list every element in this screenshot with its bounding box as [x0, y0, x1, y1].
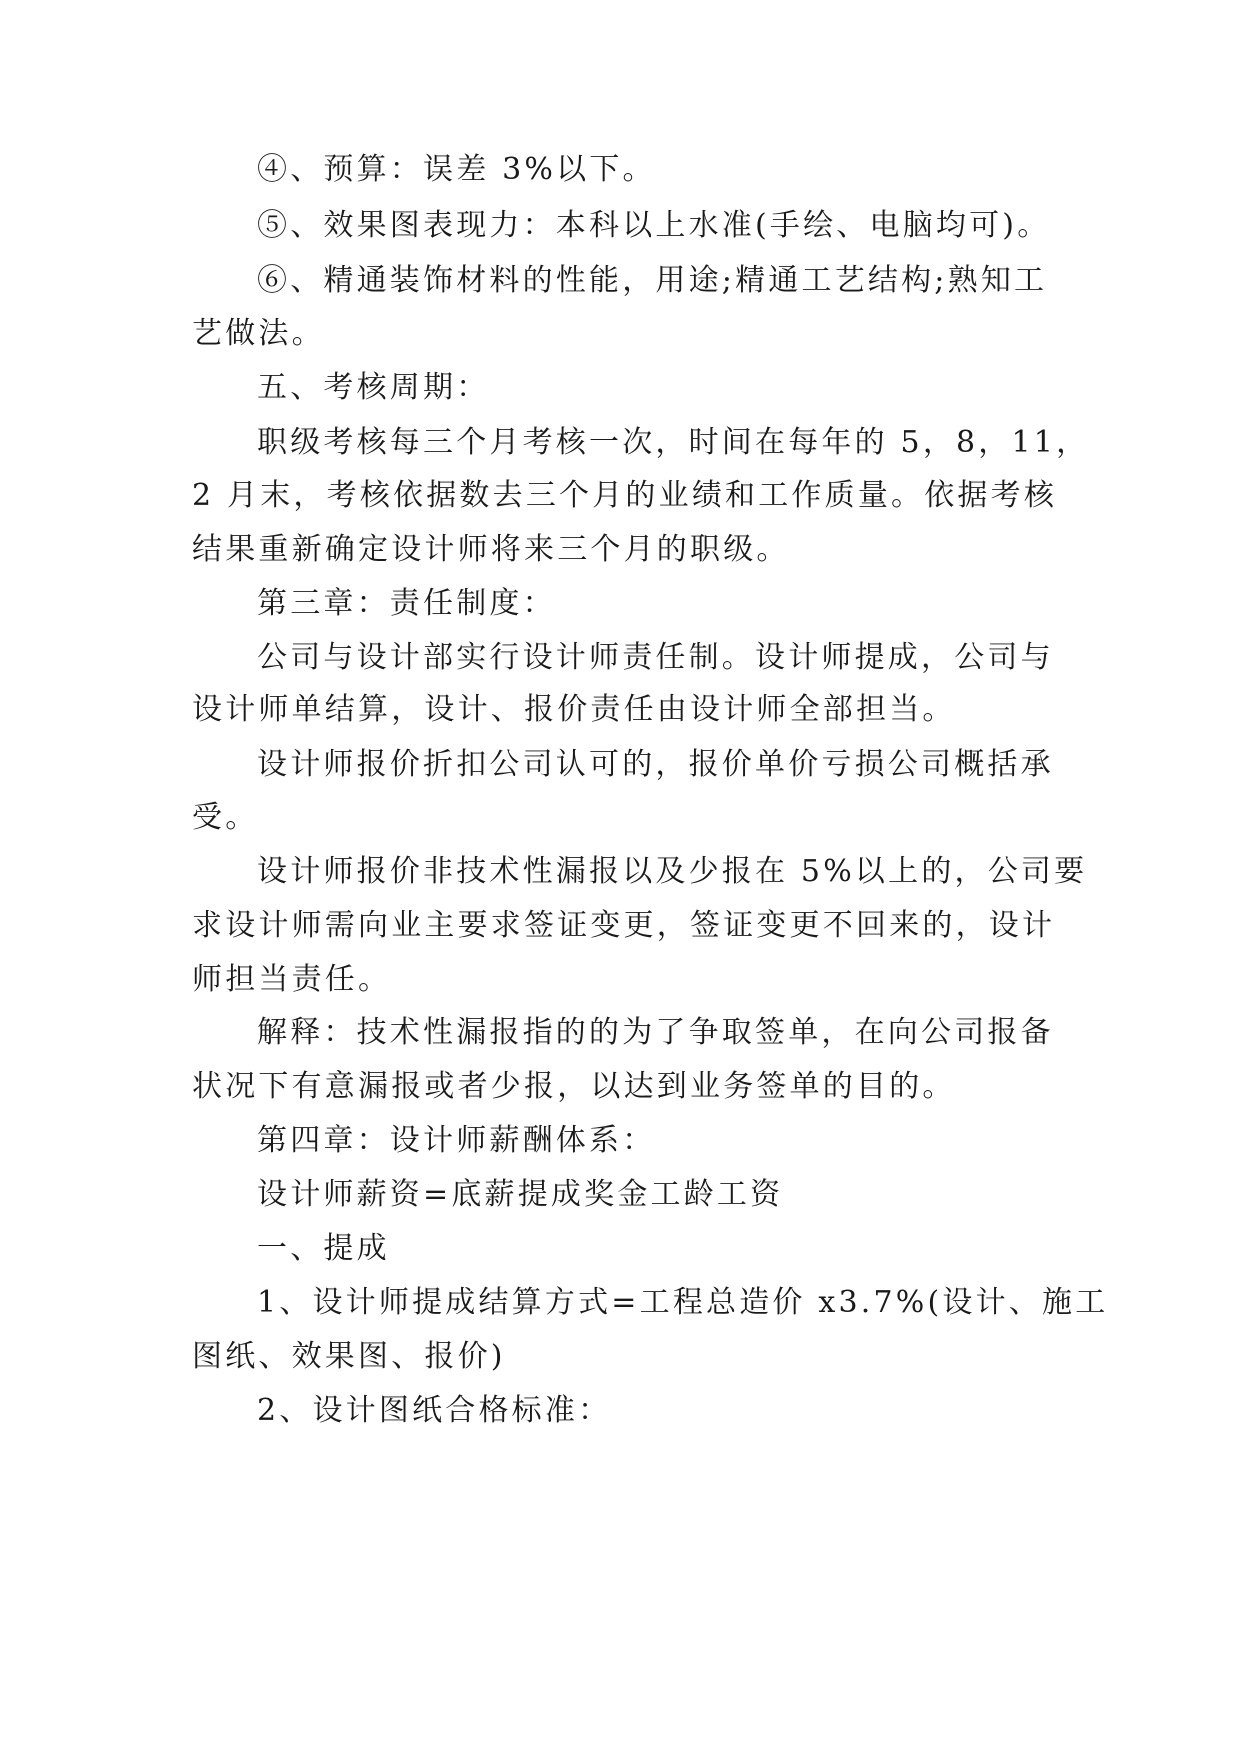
text-line-assessment-basis: 2 月末，考核依据数去三个月的业绩和工作质量。依据考核: [192, 478, 1058, 513]
text-line-discount-policy: 设计师报价折扣公司认可的，报价单价亏损公司概括承: [257, 747, 1054, 782]
text-line-assessment-result: 结果重新确定设计师将来三个月的职级。: [192, 532, 790, 567]
text-line-assessment-schedule: 职级考核每三个月考核一次，时间在每年的 5，8，11，: [257, 425, 1090, 460]
text-line-materials-continued: 艺做法。: [192, 316, 325, 351]
text-line-responsibility-settlement: 设计师单结算，设计、报价责任由设计师全部担当。: [192, 692, 956, 727]
text-line-explanation-continued: 状况下有意漏报或者少报，以达到业务签单的目的。: [192, 1069, 956, 1104]
text-line-omission-change: 求设计师需向业主要求签证变更，签证变更不回来的，设计: [192, 908, 1056, 943]
text-line-discount-continued: 受。: [192, 800, 259, 835]
text-line-materials-requirement: ⑥、精通装饰材料的性能，用途;精通工艺结构;熟知工: [257, 263, 1048, 298]
chapter-heading-compensation: 第四章：设计师薪酬体系：: [257, 1123, 656, 1158]
text-line-budget-requirement: ④、预算：误差 3%以下。: [257, 152, 656, 187]
text-line-explanation: 解释：技术性漏报指的的为了争取签单，在向公司报备: [257, 1015, 1054, 1050]
text-line-rendering-requirement: ⑤、效果图表现力：本科以上水准(手绘、电脑均可)。: [257, 208, 1051, 243]
text-line-commission-scope: 图纸、效果图、报价): [192, 1339, 506, 1374]
section-heading-assessment-cycle: 五、考核周期：: [257, 370, 490, 405]
text-line-drawing-standard: 2、设计图纸合格标准：: [257, 1393, 612, 1428]
text-line-commission-formula: 1、设计师提成结算方式=工程总造价 x3.7%(设计、施工: [257, 1285, 1109, 1320]
section-heading-commission: 一、提成: [257, 1231, 390, 1266]
text-line-responsibility-system: 公司与设计部实行设计师责任制。设计师提成，公司与: [257, 640, 1054, 675]
text-line-salary-formula: 设计师薪资=底薪提成奖金工龄工资: [257, 1177, 784, 1212]
text-line-omission-responsibility: 师担当责任。: [192, 962, 392, 997]
chapter-heading-responsibility: 第三章：责任制度：: [257, 586, 556, 621]
text-line-omission-policy: 设计师报价非技术性漏报以及少报在 5%以上的，公司要: [257, 854, 1088, 889]
